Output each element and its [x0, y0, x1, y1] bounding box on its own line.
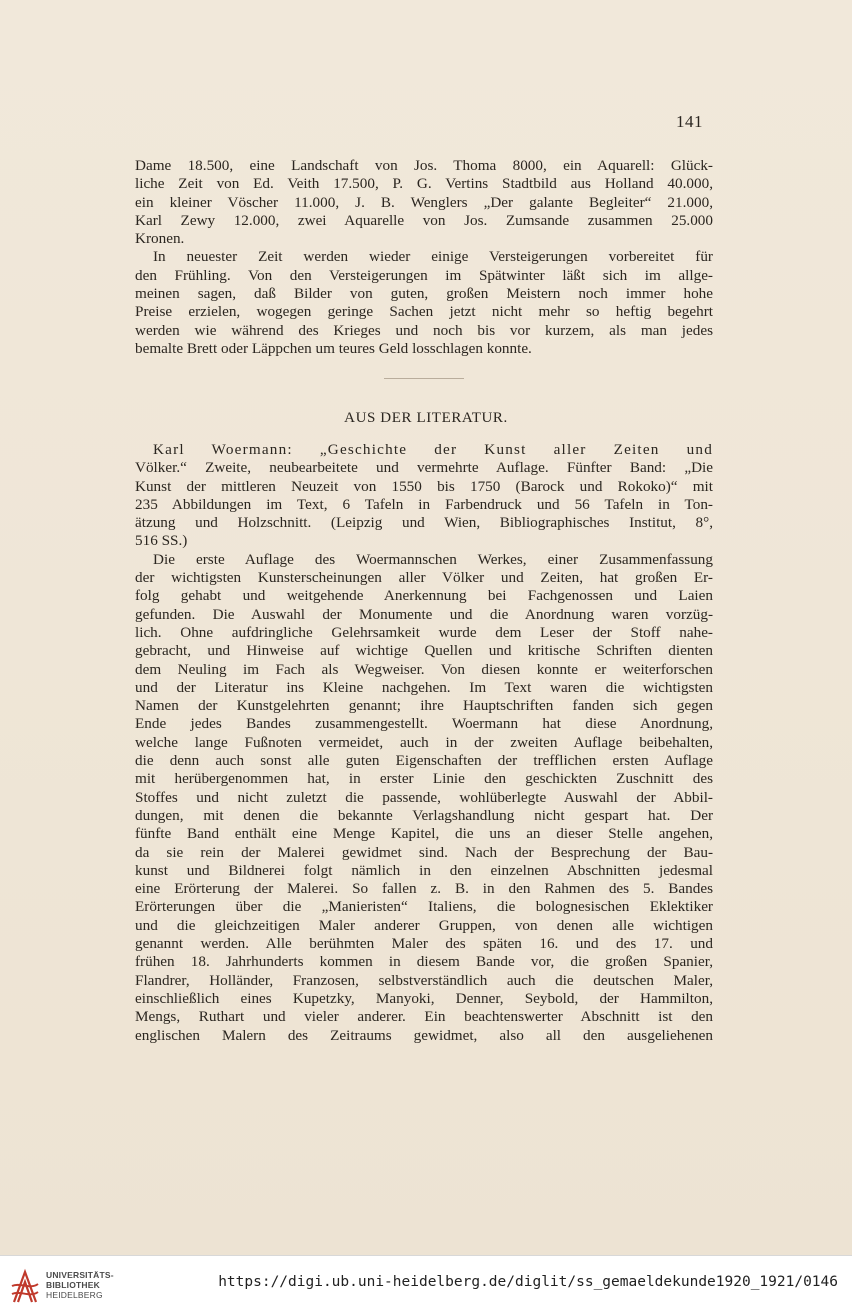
text-line: welche lange Fußnoten vermeidet, auch in der zweiten Auflage beibehalten,	[135, 733, 713, 751]
viewer-footer	[0, 1255, 852, 1315]
text-line: da sie rein der Malerei gewidmet sind. Nach der Besprechung der Bau-	[135, 843, 713, 861]
text-line: Kronen.	[135, 230, 185, 248]
paragraph	[135, 248, 713, 358]
text-line: englischen Malern des Zeitraums gewidmet, also all den ausgeliehenen	[135, 1026, 713, 1044]
text-line: werden wie während des Krieges und noch bis vor kurzem, als man jedes	[135, 321, 713, 339]
library-name[interactable]	[46, 1270, 114, 1300]
text-line: Mengs, Ruthart und vieler anderer. Ein beachtenswerter Abschnitt ist den	[135, 1008, 713, 1026]
text-line: Namen der Kunstgelehrten genannt; ihre Hauptschriften fanden sich gegen	[135, 697, 713, 715]
paragraph-citation	[135, 441, 713, 551]
text-line: Kunst der mittleren Neuzeit von 1550 bis 1750 (Barock und Rokoko)“ mit	[135, 477, 713, 495]
text-block-literature	[135, 441, 713, 1045]
text-line: mit herübergenommen hat, in erster Linie den geschickten Zuschnitt des	[135, 770, 713, 788]
section-divider	[384, 378, 464, 379]
text-line: frühen 18. Jahrhunderts kommen in diesem Bande vor, die großen Spanier,	[135, 953, 713, 971]
library-name-line: HEIDELBERG	[46, 1290, 103, 1300]
paragraph-review	[135, 551, 713, 1045]
text-line: der wichtigsten Kunsterscheinungen aller Völker und Zeiten, hat großen Er-	[135, 569, 713, 587]
text-line: Dame 18.500, eine Landschaft von Jos. Thoma 8000, ein Aquarell: Glück-	[135, 157, 713, 174]
text-line: Ende jedes Bandes zusammengestellt. Woermann hat diese Anordnung,	[135, 715, 713, 733]
text-line: genannt werden. Alle berühmten Maler des späten 16. und des 17. und	[135, 935, 713, 953]
text-line: eine Erörterung der Malerei. So fallen z. B. in den Rahmen des 5. Bandes	[135, 880, 713, 898]
text-line: und die gleichzeitigen Maler anderer Gruppen, von denen alle wichtigen	[135, 916, 713, 934]
text-line: Völker.“ Zweite, neubearbeitete und vermehrte Auflage. Fünfter Band: „Die	[135, 459, 713, 477]
text-line: gebracht, und Hinweise auf wichtige Quellen und kritische Schriften dienten	[135, 642, 713, 660]
text-line: Stoffes und nicht zuletzt die passende, wohlüberlegte Auswahl der Abbil-	[135, 788, 713, 806]
text-line: Karl Woermann: „Geschichte der Kunst aller Zeiten und	[153, 441, 713, 458]
text-line: dungen, mit denen die bekannte Verlagshandlung nicht gespart hat. Der	[135, 806, 713, 824]
paragraph	[135, 157, 713, 248]
text-line: Die erste Auflage des Woermannschen Werkes, einer Zusammenfassung	[153, 550, 713, 568]
text-line: gefunden. Die Auswahl der Monumente und die Anordnung waren vorzüg-	[135, 605, 713, 623]
text-line: lich. Ohne aufdringliche Gelehrsamkeit wurde dem Leser der Stoff nahe-	[135, 623, 713, 641]
text-line: die denn auch sonst alle guten Eigenschaften der trefflichen ersten Auflage	[135, 752, 713, 770]
library-name-line: UNIVERSITÄTS-	[46, 1270, 114, 1280]
text-line: fünfte Band enthält eine Menge Kapitel, die uns an dieser Stelle angehen,	[135, 825, 713, 843]
text-line: Flandrer, Holländer, Franzosen, selbstverständlich auch die deutschen Maler,	[135, 971, 713, 989]
text-line: dem Neuling im Fach als Wegweiser. Von diesen konnte er weiterforschen	[135, 660, 713, 678]
text-line: den Frühling. Von den Versteigerungen im Spätwinter läßt sich im allge-	[135, 266, 713, 284]
text-line: ein kleiner Vöscher 11.000, J. B. Wenglers „Der galante Begleiter“ 21.000,	[135, 193, 713, 211]
text-line: In neuester Zeit werden wieder einige Versteigerungen vorbereitet für	[153, 248, 713, 266]
text-line: Preise erzielen, wogegen geringe Sachen jetzt nicht mehr so heftig begehrt	[135, 303, 713, 321]
text-line: einschließlich eines Kupetzky, Manyoki, Denner, Seybold, der Hammilton,	[135, 989, 713, 1007]
text-line: ätzung und Holzschnitt. (Leipzig und Wien, Bibliographisches Institut, 8°,	[135, 514, 713, 532]
text-line: meinen sagen, daß Bilder von guten, großen Meistern noch immer hohe	[135, 285, 713, 303]
text-line: 516 SS.)	[135, 532, 188, 550]
text-line: 235 Abbildungen im Text, 6 Tafeln in Farbendruck und 56 Tafeln in Ton-	[135, 495, 713, 513]
text-line: und der Literatur ins Kleine nachgehen. Im Text waren die wichtigsten	[135, 678, 713, 696]
text-line: Karl Zewy 12.000, zwei Aquarelle von Jos. Zumsande zusammen 25.000	[135, 211, 713, 229]
permalink-url[interactable]: https://digi.ub.uni-heidelberg.de/diglit/ss_gemaeldekunde1920_1921/0146	[218, 1274, 838, 1290]
section-heading: AUS DER LITERATUR.	[344, 410, 508, 426]
text-line: liche Zeit von Ed. Veith 17.500, P. G. Vertins Stadtbild aus Holland 40.000,	[135, 175, 713, 193]
library-name-line: BIBLIOTHEK	[46, 1280, 100, 1290]
text-line: kunst und Bildnerei folgt nämlich in den einzelnen Abschnitten jedesmal	[135, 861, 713, 879]
text-block-top	[135, 157, 713, 358]
text-line: Erörterungen über die „Manieristen“ Italiens, die bolognesischen Eklektiker	[135, 898, 713, 916]
page-number: 141	[676, 112, 703, 131]
text-line: bemalte Brett oder Läppchen um teures Geld losschlagen konnte.	[135, 339, 532, 357]
text-line: folg gehabt und weitgehende Anerkennung bei Fachgenossen und Laien	[135, 587, 713, 605]
heidelberg-library-logo-icon[interactable]	[10, 1266, 40, 1306]
